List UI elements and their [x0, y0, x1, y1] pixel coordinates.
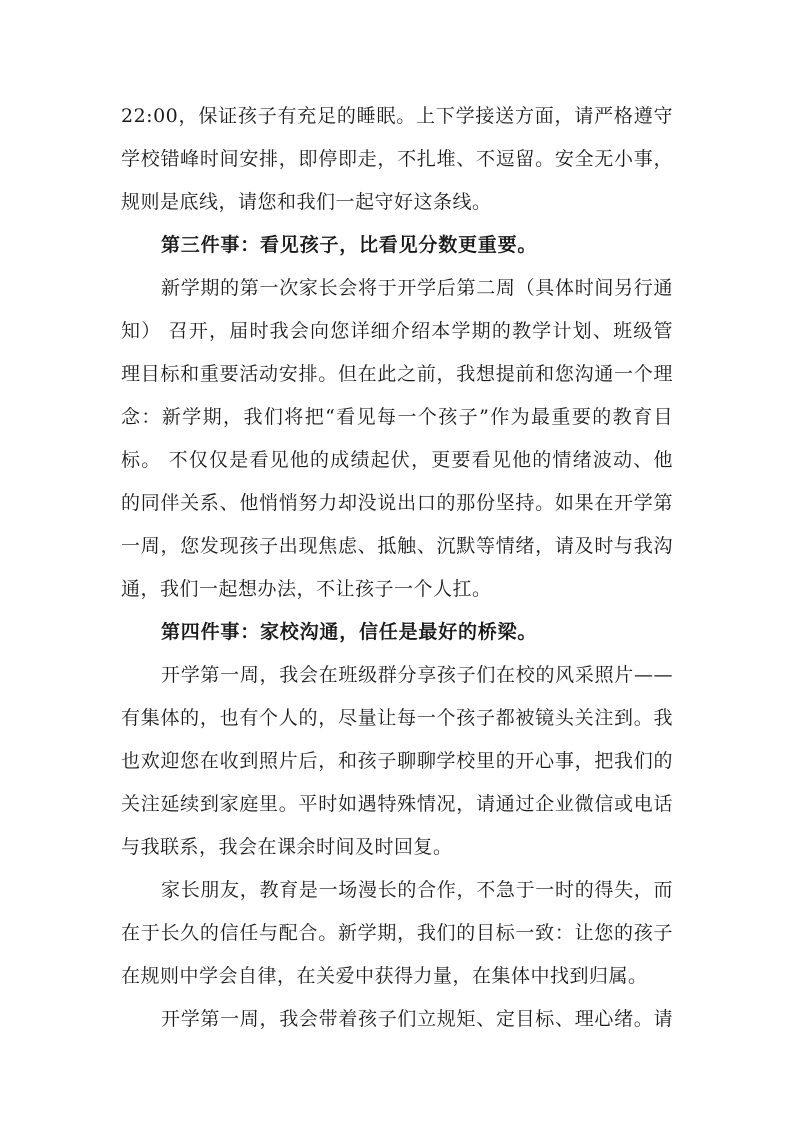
- section-heading-3: 第三件事：看见孩子，比看见分数更重要。: [161, 234, 538, 256]
- paragraph-line: 在于长久的信任与配合。新学期，我们的目标一致：让您的孩子: [121, 922, 673, 944]
- paragraph-line: 关注延续到家庭里。平时如遇特殊情况，请通过企业微信或电话: [121, 793, 673, 815]
- paragraph-line: 通，我们一起想办法，不让孩子一个人扛。: [121, 578, 492, 600]
- paragraph-line: 理目标和重要活动安排。但在此之前，我想提前和您沟通一个理: [121, 363, 673, 385]
- paragraph-line: 的同伴关系、他悄悄努力却没说出口的那份坚持。如果在开学第: [121, 492, 673, 514]
- paragraph-line: 知） 召开，届时我会向您详细介绍本学期的教学计划、班级管: [121, 320, 673, 342]
- paragraph-line: 一周，您发现孩子出现焦虑、抵触、沉默等情绪，请及时与我沟: [121, 535, 673, 557]
- paragraph-line: 22:00，保证孩子有充足的睡眠。上下学接送方面，请严格遵守: [121, 105, 673, 127]
- paragraph-line: 开学第一周，我会在班级群分享孩子们在校的风采照片——: [161, 664, 673, 686]
- paragraph-line: 在规则中学会自律，在关爱中获得力量，在集体中找到归属。: [121, 965, 648, 987]
- section-heading-4: 第四件事：家校沟通，信任是最好的桥梁。: [161, 621, 538, 643]
- paragraph-line: 也欢迎您在收到照片后，和孩子聊聊学校里的开心事，把我们的: [121, 750, 673, 772]
- paragraph-line: 开学第一周，我会带着孩子们立规矩、定目标、理心绪。请: [161, 1008, 673, 1030]
- paragraph-line: 与我联系，我会在课余时间及时回复。: [121, 836, 453, 858]
- paragraph-line: 新学期的第一次家长会将于开学后第二周（具体时间另行通: [161, 277, 673, 299]
- paragraph-line: 念：新学期，我们将把“看见每一个孩子”作为最重要的教育目: [121, 406, 673, 428]
- paragraph-line: 学校错峰时间安排，即停即走，不扎堆、不逗留。安全无小事，: [121, 148, 673, 170]
- paragraph-line: 标。 不仅仅是看见他的成绩起伏，更要看见他的情绪波动、他: [121, 449, 673, 471]
- paragraph-line: 家长朋友，教育是一场漫长的合作，不急于一时的得失，而: [161, 879, 673, 901]
- paragraph-line: 规则是底线，请您和我们一起守好这条线。: [121, 191, 492, 213]
- paragraph-line: 有集体的，也有个人的，尽量让每一个孩子都被镜头关注到。我: [121, 707, 673, 729]
